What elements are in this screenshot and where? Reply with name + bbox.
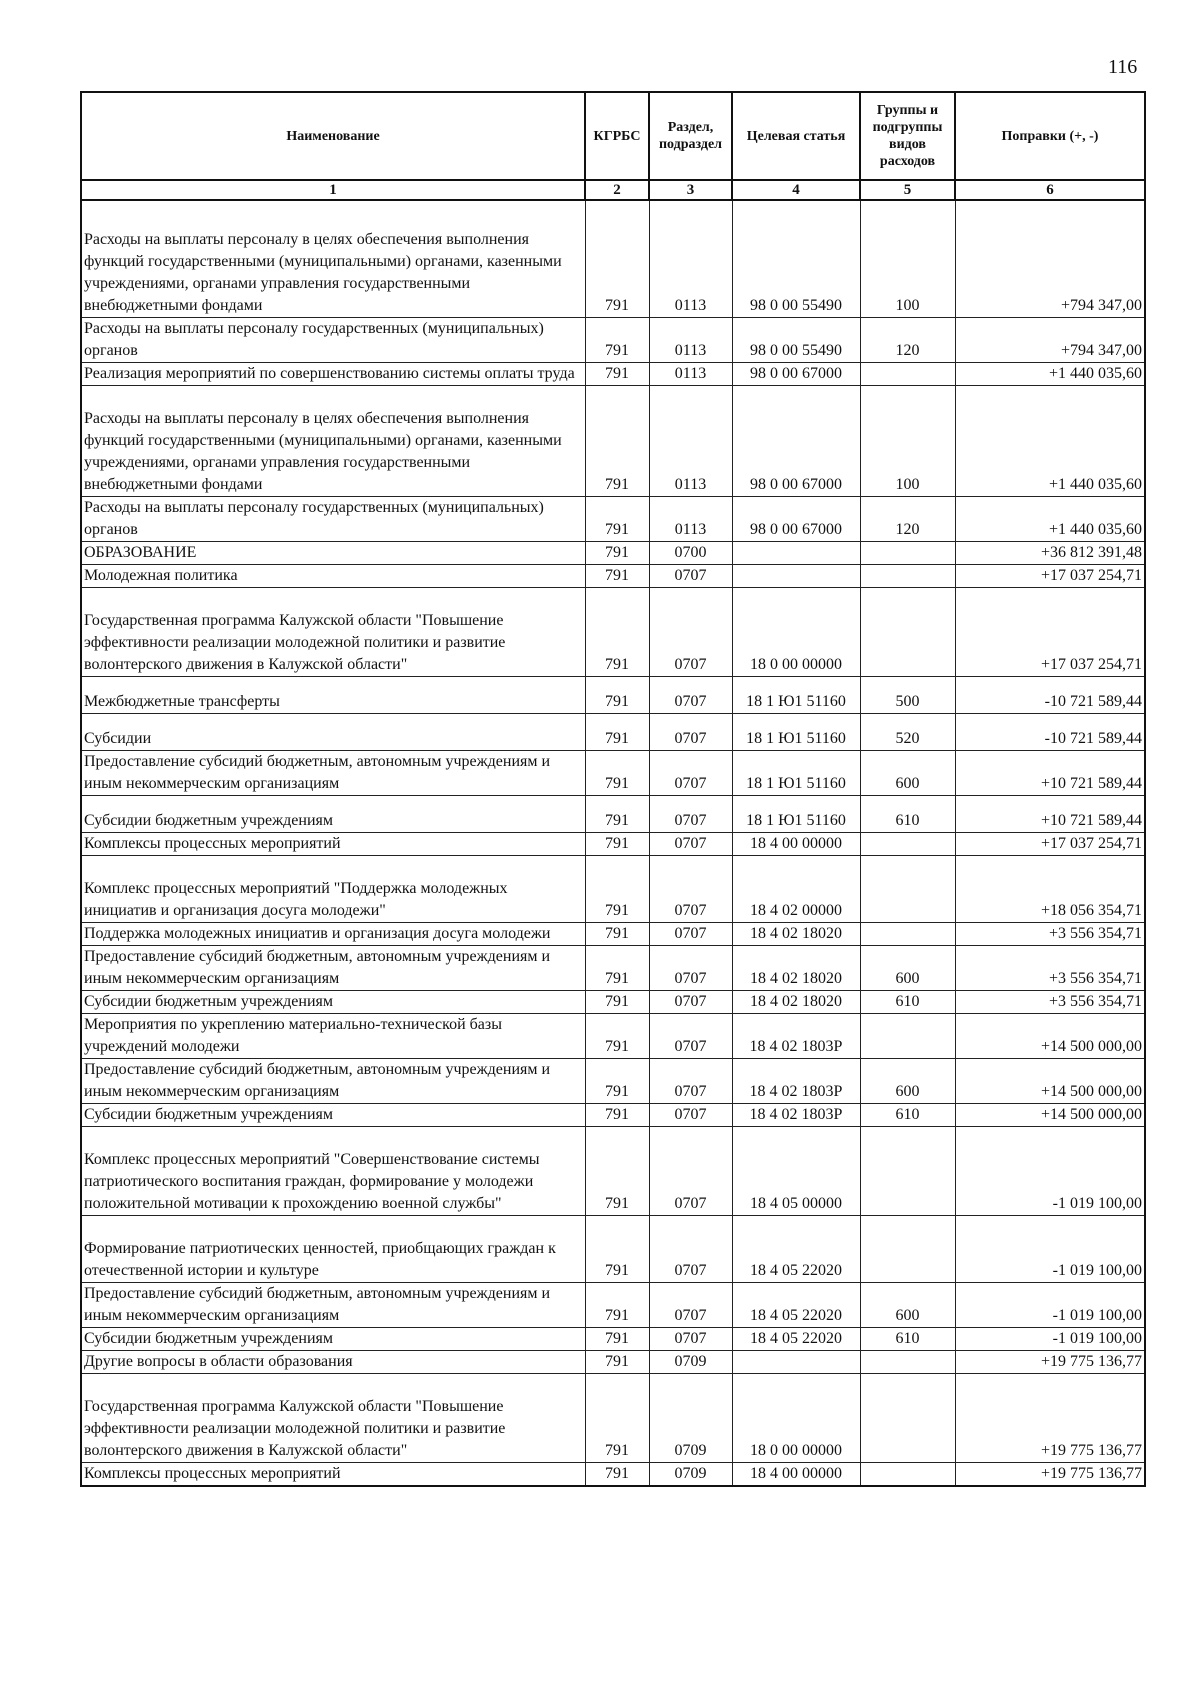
table-row xyxy=(81,923,1145,946)
table-row xyxy=(81,677,1145,714)
row-target: 98 0 00 55490 xyxy=(732,318,860,363)
row-name: Комплексы процессных мероприятий xyxy=(81,833,585,856)
page-number: 116 xyxy=(1108,56,1138,78)
row-section: 0707 xyxy=(649,714,732,751)
row-section: 0707 xyxy=(649,751,732,796)
row-target: 18 4 05 00000 xyxy=(732,1127,860,1216)
row-target: 18 4 05 22020 xyxy=(732,1283,860,1328)
row-amount: +14 500 000,00 xyxy=(955,1059,1145,1104)
row-name: Субсидии бюджетным учреждениям xyxy=(81,1328,585,1351)
row-section: 0709 xyxy=(649,1463,732,1487)
row-group xyxy=(860,1463,955,1487)
row-target xyxy=(732,1351,860,1374)
row-group: 120 xyxy=(860,318,955,363)
header-amendments: Поправки (+, -) xyxy=(955,92,1145,180)
header-kgrbs: КГРБС xyxy=(585,92,649,180)
table-row xyxy=(81,1374,1145,1463)
row-section: 0709 xyxy=(649,1351,732,1374)
row-kgrbs: 791 xyxy=(585,565,649,588)
budget-table xyxy=(80,91,1146,1487)
row-target: 18 4 02 18020 xyxy=(732,923,860,946)
row-target: 18 4 05 22020 xyxy=(732,1328,860,1351)
row-group xyxy=(860,923,955,946)
row-amount: -10 721 589,44 xyxy=(955,677,1145,714)
table-row xyxy=(81,1014,1145,1059)
table-row xyxy=(81,714,1145,751)
row-kgrbs: 791 xyxy=(585,1463,649,1487)
row-target xyxy=(732,565,860,588)
row-target: 18 0 00 00000 xyxy=(732,1374,860,1463)
row-kgrbs: 791 xyxy=(585,796,649,833)
header-name: Наименование xyxy=(81,92,585,180)
row-amount: +17 037 254,71 xyxy=(955,565,1145,588)
row-section: 0113 xyxy=(649,497,732,542)
row-kgrbs: 791 xyxy=(585,1216,649,1283)
row-name: Предоставление субсидий бюджетным, автономным учреждениям и иным некоммерческим организациям xyxy=(81,1059,585,1104)
row-group xyxy=(860,542,955,565)
row-group: 610 xyxy=(860,991,955,1014)
row-target: 18 1 Ю1 51160 xyxy=(732,751,860,796)
row-kgrbs: 791 xyxy=(585,363,649,386)
row-target: 98 0 00 67000 xyxy=(732,363,860,386)
row-amount: +14 500 000,00 xyxy=(955,1014,1145,1059)
row-kgrbs: 791 xyxy=(585,1283,649,1328)
row-target: 18 4 05 22020 xyxy=(732,1216,860,1283)
table-row xyxy=(81,363,1145,386)
header-row xyxy=(81,92,1145,180)
row-section: 0707 xyxy=(649,991,732,1014)
row-name: ОБРАЗОВАНИЕ xyxy=(81,542,585,565)
row-section: 0113 xyxy=(649,200,732,318)
column-number: 2 xyxy=(585,180,649,200)
table-row xyxy=(81,1351,1145,1374)
row-name: Комплекс процессных мероприятий "Поддержка молодежных инициатив и организация досуга молодежи" xyxy=(81,856,585,923)
row-name: Государственная программа Калужской области "Повышение эффективности реализации молодежной политики и развитие волонтерского движения в Калужской области" xyxy=(81,1374,585,1463)
row-kgrbs: 791 xyxy=(585,991,649,1014)
row-section: 0707 xyxy=(649,1328,732,1351)
table-row xyxy=(81,565,1145,588)
row-group xyxy=(860,833,955,856)
table-row xyxy=(81,1463,1145,1487)
table-row xyxy=(81,796,1145,833)
row-name: Межбюджетные трансферты xyxy=(81,677,585,714)
row-group xyxy=(860,1216,955,1283)
row-amount: +19 775 136,77 xyxy=(955,1463,1145,1487)
row-target: 18 4 02 1803Р xyxy=(732,1059,860,1104)
row-name: Субсидии бюджетным учреждениям xyxy=(81,991,585,1014)
header-section: Раздел, подраздел xyxy=(649,92,732,180)
table-row xyxy=(81,318,1145,363)
row-section: 0707 xyxy=(649,1127,732,1216)
column-number: 3 xyxy=(649,180,732,200)
row-name: Предоставление субсидий бюджетным, автономным учреждениям и иным некоммерческим организациям xyxy=(81,1283,585,1328)
row-kgrbs: 791 xyxy=(585,856,649,923)
table-row xyxy=(81,588,1145,677)
row-section: 0707 xyxy=(649,946,732,991)
table-row xyxy=(81,991,1145,1014)
row-target: 18 1 Ю1 51160 xyxy=(732,714,860,751)
row-amount: +14 500 000,00 xyxy=(955,1104,1145,1127)
row-target: 18 0 00 00000 xyxy=(732,588,860,677)
row-amount: +17 037 254,71 xyxy=(955,833,1145,856)
table-row xyxy=(81,1104,1145,1127)
row-kgrbs: 791 xyxy=(585,1127,649,1216)
row-group: 600 xyxy=(860,1283,955,1328)
row-kgrbs: 791 xyxy=(585,1351,649,1374)
row-name: Поддержка молодежных инициатив и организация досуга молодежи xyxy=(81,923,585,946)
row-kgrbs: 791 xyxy=(585,751,649,796)
row-section: 0709 xyxy=(649,1374,732,1463)
row-name: Субсидии xyxy=(81,714,585,751)
row-amount: +19 775 136,77 xyxy=(955,1374,1145,1463)
row-name: Расходы на выплаты персоналу в целях обеспечения выполнения функций государственными (муниципальными) органами, казенными учреждениями, органами управления государственными внебюджетными фондами xyxy=(81,200,585,318)
row-target: 18 4 02 18020 xyxy=(732,946,860,991)
row-section: 0707 xyxy=(649,833,732,856)
row-amount: +3 556 354,71 xyxy=(955,991,1145,1014)
row-section: 0707 xyxy=(649,796,732,833)
row-group: 100 xyxy=(860,200,955,318)
row-group xyxy=(860,565,955,588)
row-amount: +19 775 136,77 xyxy=(955,1351,1145,1374)
table-row xyxy=(81,542,1145,565)
row-amount: +18 056 354,71 xyxy=(955,856,1145,923)
row-group: 610 xyxy=(860,796,955,833)
row-group xyxy=(860,1374,955,1463)
row-amount: +794 347,00 xyxy=(955,318,1145,363)
row-kgrbs: 791 xyxy=(585,588,649,677)
row-target: 18 4 02 00000 xyxy=(732,856,860,923)
row-section: 0707 xyxy=(649,565,732,588)
row-target: 18 4 02 1803Р xyxy=(732,1104,860,1127)
table-row xyxy=(81,946,1145,991)
row-group: 610 xyxy=(860,1104,955,1127)
row-group xyxy=(860,363,955,386)
table-row xyxy=(81,833,1145,856)
row-section: 0707 xyxy=(649,1104,732,1127)
row-amount: -1 019 100,00 xyxy=(955,1127,1145,1216)
row-target: 98 0 00 67000 xyxy=(732,497,860,542)
row-name: Комплексы процессных мероприятий xyxy=(81,1463,585,1487)
table-row xyxy=(81,200,1145,318)
row-amount: +1 440 035,60 xyxy=(955,386,1145,497)
row-section: 0707 xyxy=(649,677,732,714)
row-target: 98 0 00 67000 xyxy=(732,386,860,497)
row-amount: +10 721 589,44 xyxy=(955,751,1145,796)
row-kgrbs: 791 xyxy=(585,1104,649,1127)
row-group xyxy=(860,588,955,677)
row-amount: -1 019 100,00 xyxy=(955,1328,1145,1351)
row-section: 0707 xyxy=(649,856,732,923)
row-name: Расходы на выплаты персоналу в целях обеспечения выполнения функций государственными (муниципальными) органами, казенными учреждениями, органами управления государственными внебюджетными фондами xyxy=(81,386,585,497)
row-group xyxy=(860,1351,955,1374)
row-section: 0113 xyxy=(649,386,732,497)
row-amount: -10 721 589,44 xyxy=(955,714,1145,751)
row-target: 18 4 00 00000 xyxy=(732,1463,860,1487)
row-target: 18 1 Ю1 51160 xyxy=(732,677,860,714)
row-amount: +3 556 354,71 xyxy=(955,946,1145,991)
row-name: Расходы на выплаты персоналу государственных (муниципальных) органов xyxy=(81,497,585,542)
table-row xyxy=(81,1328,1145,1351)
row-name: Субсидии бюджетным учреждениям xyxy=(81,796,585,833)
row-target: 18 1 Ю1 51160 xyxy=(732,796,860,833)
row-kgrbs: 791 xyxy=(585,833,649,856)
row-kgrbs: 791 xyxy=(585,542,649,565)
row-section: 0707 xyxy=(649,1059,732,1104)
table-body xyxy=(81,200,1145,1486)
table-row xyxy=(81,1216,1145,1283)
header-groups: Группы и подгруппы видов расходов xyxy=(860,92,955,180)
row-kgrbs: 791 xyxy=(585,386,649,497)
row-amount: +10 721 589,44 xyxy=(955,796,1145,833)
row-name: Предоставление субсидий бюджетным, автономным учреждениям и иным некоммерческим организациям xyxy=(81,946,585,991)
table-row xyxy=(81,386,1145,497)
header-target: Целевая статья xyxy=(732,92,860,180)
row-target: 98 0 00 55490 xyxy=(732,200,860,318)
row-section: 0707 xyxy=(649,923,732,946)
column-numbers-row xyxy=(81,180,1145,200)
row-name: Предоставление субсидий бюджетным, автономным учреждениям и иным некоммерческим организациям xyxy=(81,751,585,796)
row-name: Расходы на выплаты персоналу государственных (муниципальных) органов xyxy=(81,318,585,363)
row-kgrbs: 791 xyxy=(585,318,649,363)
row-kgrbs: 791 xyxy=(585,714,649,751)
row-group: 600 xyxy=(860,751,955,796)
row-amount: +17 037 254,71 xyxy=(955,588,1145,677)
row-target xyxy=(732,542,860,565)
row-section: 0707 xyxy=(649,1283,732,1328)
column-number: 4 xyxy=(732,180,860,200)
row-amount: +1 440 035,60 xyxy=(955,497,1145,542)
row-section: 0700 xyxy=(649,542,732,565)
row-group xyxy=(860,1014,955,1059)
row-kgrbs: 791 xyxy=(585,923,649,946)
row-section: 0113 xyxy=(649,363,732,386)
column-number: 1 xyxy=(81,180,585,200)
row-section: 0707 xyxy=(649,1216,732,1283)
row-group: 520 xyxy=(860,714,955,751)
table-row xyxy=(81,497,1145,542)
row-amount: +794 347,00 xyxy=(955,200,1145,318)
row-section: 0707 xyxy=(649,1014,732,1059)
table-row xyxy=(81,1127,1145,1216)
row-name: Другие вопросы в области образования xyxy=(81,1351,585,1374)
row-target: 18 4 02 1803Р xyxy=(732,1014,860,1059)
row-section: 0113 xyxy=(649,318,732,363)
row-kgrbs: 791 xyxy=(585,1328,649,1351)
row-group: 600 xyxy=(860,946,955,991)
table-row xyxy=(81,1283,1145,1328)
table-row xyxy=(81,751,1145,796)
row-group xyxy=(860,856,955,923)
row-name: Мероприятия по укреплению материально-технической базы учреждений молодежи xyxy=(81,1014,585,1059)
row-kgrbs: 791 xyxy=(585,1059,649,1104)
row-group: 610 xyxy=(860,1328,955,1351)
table-row xyxy=(81,856,1145,923)
row-section: 0707 xyxy=(649,588,732,677)
row-amount: -1 019 100,00 xyxy=(955,1216,1145,1283)
row-kgrbs: 791 xyxy=(585,677,649,714)
row-kgrbs: 791 xyxy=(585,200,649,318)
row-amount: +36 812 391,48 xyxy=(955,542,1145,565)
row-name: Реализация мероприятий по совершенствованию системы оплаты труда xyxy=(81,363,585,386)
column-number: 5 xyxy=(860,180,955,200)
row-name: Субсидии бюджетным учреждениям xyxy=(81,1104,585,1127)
row-kgrbs: 791 xyxy=(585,946,649,991)
row-target: 18 4 02 18020 xyxy=(732,991,860,1014)
column-number: 6 xyxy=(955,180,1145,200)
row-name: Молодежная политика xyxy=(81,565,585,588)
row-kgrbs: 791 xyxy=(585,1014,649,1059)
row-group xyxy=(860,1127,955,1216)
row-group: 500 xyxy=(860,677,955,714)
row-name: Формирование патриотических ценностей, приобщающих граждан к отечественной истории и культуре xyxy=(81,1216,585,1283)
row-kgrbs: 791 xyxy=(585,497,649,542)
row-name: Государственная программа Калужской области "Повышение эффективности реализации молодежной политики и развитие волонтерского движения в Калужской области" xyxy=(81,588,585,677)
row-group: 120 xyxy=(860,497,955,542)
row-amount: +1 440 035,60 xyxy=(955,363,1145,386)
row-name: Комплекс процессных мероприятий "Совершенствование системы патриотического воспитания граждан, формирование у молодежи положительной мотивации к прохождению военной службы" xyxy=(81,1127,585,1216)
table-row xyxy=(81,1059,1145,1104)
row-amount: +3 556 354,71 xyxy=(955,923,1145,946)
row-kgrbs: 791 xyxy=(585,1374,649,1463)
row-target: 18 4 00 00000 xyxy=(732,833,860,856)
row-group: 100 xyxy=(860,386,955,497)
row-amount: -1 019 100,00 xyxy=(955,1283,1145,1328)
row-group: 600 xyxy=(860,1059,955,1104)
